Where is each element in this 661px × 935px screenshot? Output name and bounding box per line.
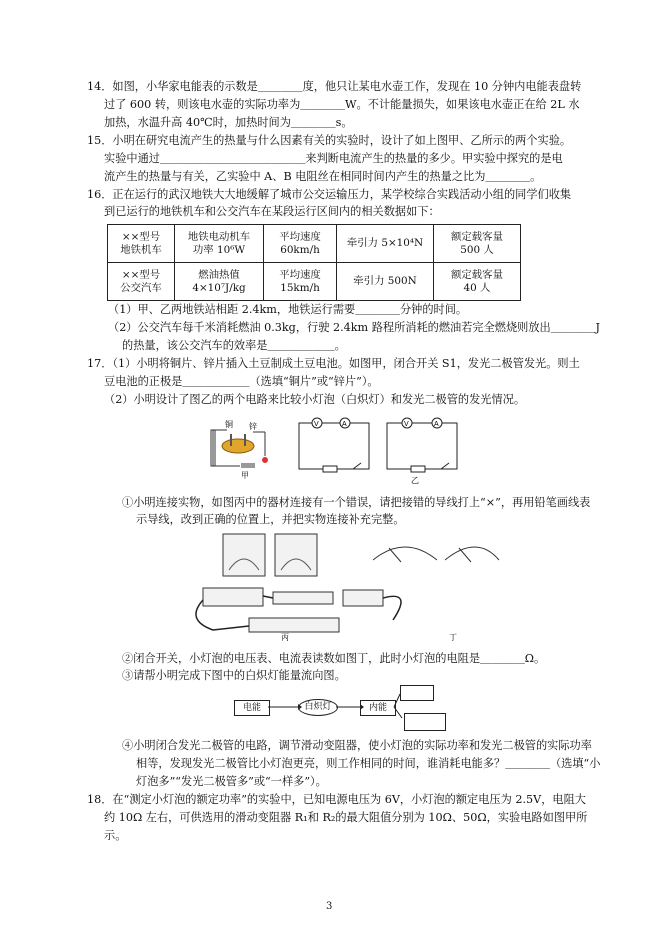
q18-line-3: 示。 xyxy=(104,829,127,842)
q17-line-1: 17．（1）小明将铜片、锌片插入土豆制成土豆电池。如图甲，闭合开关 S1，发光二极管发光。则土 xyxy=(87,357,580,370)
table-cell: 牵引力 5×10⁴N xyxy=(337,225,434,263)
flow-blank-box-2 xyxy=(404,713,446,731)
q15-line-1: 15．小明在研究电流产生的热量与什么因素有关的实验时，设计了如上图甲、乙所示的两个实验。 xyxy=(87,134,572,147)
q17-line-9: 相等，发现发光二极管比小灯泡更亮，则工作相同的时间，谁消耗电能多？＿＿＿＿（选填“小 xyxy=(136,757,601,770)
q16-line-4: （2）公交汽车每千米消耗燃油 0.3kg，行驶 2.4km 路程所消耗的燃油若完全燃烧则放出＿＿＿＿J xyxy=(108,321,600,334)
zinc-label: 锌 xyxy=(249,422,257,431)
figure-yi-label: 乙 xyxy=(411,476,419,485)
q17-line-10: 灯泡多”“发光二极管多”或“一样多”）。 xyxy=(136,775,327,788)
svg-text:A: A xyxy=(434,421,439,428)
q17-line-6: ②闭合开关，小灯泡的电压表、电流表读数如图丁，此时小灯泡的电阻是＿＿＿＿Ω。 xyxy=(122,652,546,665)
q17-line-7: ③请帮小明完成下图中的白炽灯能量流向图。 xyxy=(122,669,346,682)
table-cell: 平均速度 60km/h xyxy=(264,225,337,263)
figure-ding-label: 丁 xyxy=(449,633,457,642)
q18-line-2: 约 10Ω 左右，可供选用的滑动变阻器 R₁和 R₂的最大阻值分别为 10Ω、50Ω，实验电路如图甲所 xyxy=(104,811,588,824)
table-row xyxy=(108,225,521,263)
q17-line-8: ④小明闭合发光二极管的电路，调节滑动变阻器，使小灯泡的实际功率和发光二极管的实际功率 xyxy=(122,739,592,752)
q17-line-4: ①小明连接实物，如图丙中的器材连接有一个错误，请把接错的导线打上“×”，再用铅笔画线表 xyxy=(122,496,591,509)
q16-data-table xyxy=(107,224,521,301)
flow-lamp-box: 白炽灯 xyxy=(298,699,338,716)
q16-line-3: （1）甲、乙两地铁站相距 2.4km，地铁运行需要＿＿＿＿分钟的时间。 xyxy=(108,303,468,316)
q14-line-1: 14．如图，小华家电能表的示数是＿＿＿＿度，他只让某电水壶工作，发现在 10 分钟内电能表盘转 xyxy=(87,80,582,93)
figure-jia-label: 甲 xyxy=(241,471,249,480)
table-row xyxy=(108,263,521,301)
svg-text:V: V xyxy=(404,421,409,428)
q14-line-3: 加热，水温升高 40℃时，加热时间为＿＿＿＿s。 xyxy=(104,116,353,129)
q17-line-2: 豆电池的正极是＿＿＿＿＿＿（选填“铜片”或“锌片”）。 xyxy=(104,375,379,388)
circuit-diagrams-figure xyxy=(295,415,465,485)
table-cell: 平均速度 15km/h xyxy=(264,263,337,301)
q17-line-5: 示导线，改到正确的位置上，并把实物连接补充完整。 xyxy=(136,513,405,526)
copper-label: 铜 xyxy=(225,420,233,429)
table-cell: ××型号 公交汽车 xyxy=(108,263,175,301)
svg-text:A: A xyxy=(342,421,347,428)
q16-line-5: 的热量，该公交汽车的效率是＿＿＿＿＿＿。 xyxy=(122,339,346,352)
q14-line-2: 过了 600 转，则该电水壶的实际功率为＿＿＿＿W。不计能量损失，如果该电水壶正在给 2L 水 xyxy=(104,98,580,111)
q15-line-3: 流产生的热量与有关，乙实验中 A、B 电阻丝在相同时间内产生的热量之比为＿＿＿＿。 xyxy=(104,170,542,183)
q17-line-3: （2）小明设计了图乙的两个电路来比较小灯泡（白炽灯）和发光二极管的发光情况。 xyxy=(104,393,526,406)
apparatus-figure xyxy=(183,530,503,642)
table-cell: 额定载客量 40 人 xyxy=(434,263,521,301)
page-number: 3 xyxy=(326,901,333,912)
figure-bing-label: 丙 xyxy=(281,633,289,642)
flow-start-box: 电能 xyxy=(234,700,270,716)
q15-line-2: 实验中通过＿＿＿＿＿＿＿＿＿＿＿＿＿来判断电流产生的热量的多少。甲实验中探究的是电 xyxy=(104,152,563,165)
table-cell: 燃油热值 4×10⁷J/kg xyxy=(175,263,264,301)
potato-battery-figure xyxy=(205,418,280,480)
table-cell: ××型号 地铁机车 xyxy=(108,225,175,263)
q18-line-1: 18．在“测定小灯泡的额定功率”的实验中，已知电源电压为 6V，小灯泡的额定电压为 2.5V，电阻大 xyxy=(87,793,586,806)
svg-text:V: V xyxy=(314,421,319,428)
table-cell: 额定载客量 500 人 xyxy=(434,225,521,263)
q16-line-1: 16．正在运行的武汉地铁大大地缓解了城市公交运输压力，某学校综合实践活动小组的同学们收集 xyxy=(87,188,572,201)
table-cell: 牵引力 500N xyxy=(337,263,434,301)
q16-line-2: 到已运行的地铁机车和公交汽车在某段运行区间内的相关数据如下： xyxy=(104,205,440,218)
flow-arrows xyxy=(268,688,408,724)
flow-heat-box: 内能 xyxy=(360,700,396,716)
table-cell: 地铁电动机车 功率 10⁶W xyxy=(175,225,264,263)
